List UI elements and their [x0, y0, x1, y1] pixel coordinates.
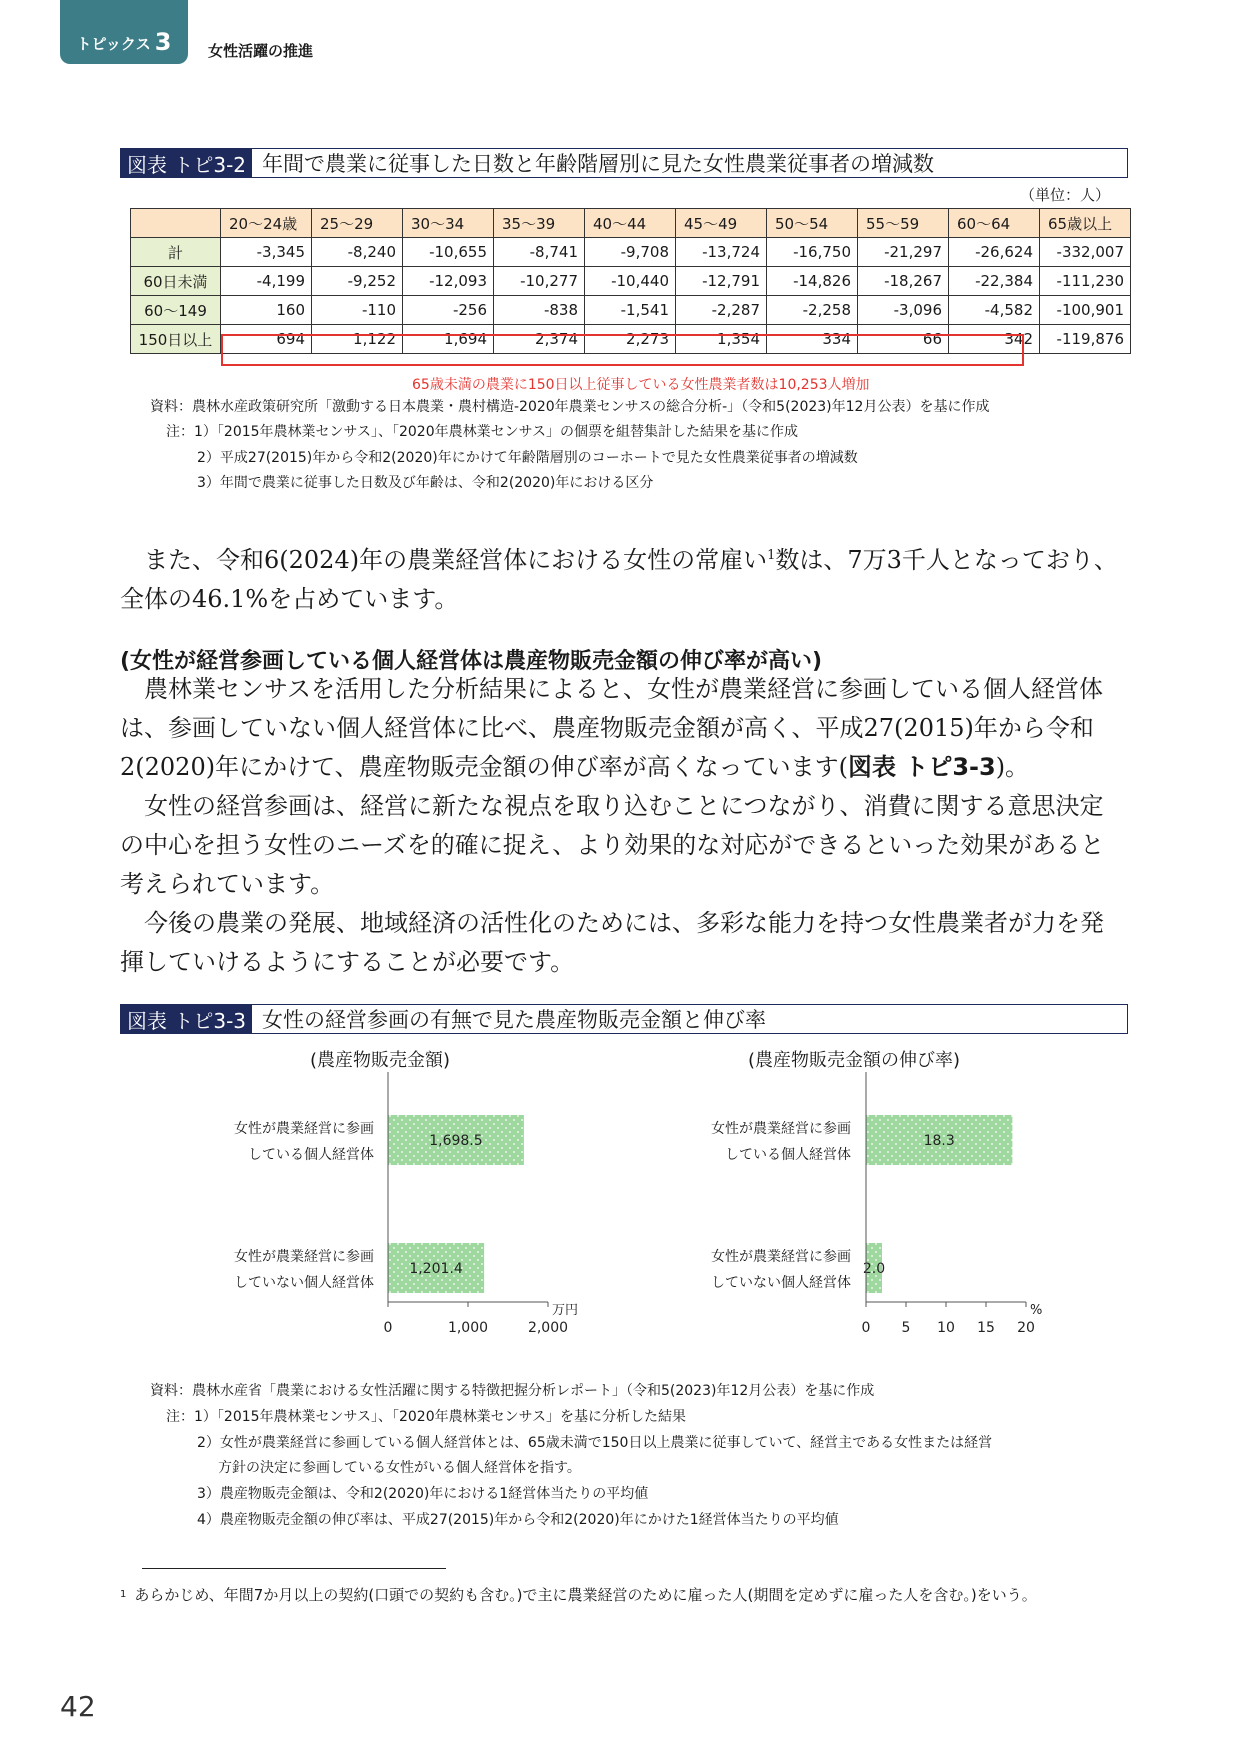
- table-cell: -14,826: [767, 267, 858, 296]
- figure2-note: 3）農産物販売金額は、令和2(2020)年における1経営体当たりの平均値: [197, 1486, 649, 1502]
- table-cell: -8,741: [494, 238, 585, 267]
- table-cell: -4,582: [949, 296, 1040, 325]
- body-paragraph: [120, 787, 1120, 904]
- figure1-note: 3）年間で農業に従事した日数及び年齢は、令和2(2020)年における区分: [197, 475, 654, 491]
- category-line: していない個人経営体: [711, 1275, 851, 1291]
- table-cell: -111,230: [1040, 267, 1131, 296]
- x-tick-label: 5: [901, 1320, 911, 1336]
- table-cell: -9,252: [312, 267, 403, 296]
- para2-text-b: )。: [995, 753, 1030, 781]
- table-cell: 1,694: [403, 325, 494, 354]
- table-cell: -2,287: [676, 296, 767, 325]
- figure1-title-bar: [120, 148, 1128, 178]
- table-cell: -4,199: [221, 267, 312, 296]
- table-cell: -3,345: [221, 238, 312, 267]
- table-cell: 342: [949, 325, 1040, 354]
- row-header: 150日以上: [131, 325, 221, 354]
- figure1-note: 注：1）「2015年農林業センサス」、「2020年農林業センサス」の個票を組替集計した結果を基に作成: [166, 424, 799, 440]
- footnote-text: あらかじめ、年間7か月以上の契約(口頭での契約も含む。)で主に農業経営のために雇った人(期間を定めずに雇った人を含む。)をいう。: [134, 1586, 1037, 1604]
- x-tick-label: 1,000: [447, 1320, 489, 1336]
- category-line: 女性が農業経営に参画: [711, 1249, 851, 1265]
- figure2-note: 注：1）「2015年農林業センサス」、「2020年農林業センサス」を基に分析した結果: [166, 1409, 687, 1425]
- category-line: している個人経営体: [248, 1147, 374, 1163]
- table-row: [131, 238, 1131, 267]
- column-header: 20～24歳: [221, 209, 312, 238]
- table-cell: -2,258: [767, 296, 858, 325]
- x-tick-label: 20: [1017, 1320, 1035, 1336]
- bar-value-label: 18.3: [923, 1133, 955, 1149]
- table-cell: 66: [858, 325, 949, 354]
- table-cell: 1,122: [312, 325, 403, 354]
- figure1-note: 2）平成27(2015)年から令和2(2020)年にかけて年齢階層別のコーホートで見た女性農業従事者の増減数: [197, 450, 858, 466]
- column-header: 30～34: [403, 209, 494, 238]
- x-tick-label: 0: [383, 1320, 393, 1336]
- table-cell: 2,374: [494, 325, 585, 354]
- column-header: 25～29: [312, 209, 403, 238]
- topic-number: 3: [154, 28, 172, 56]
- footnote-divider: [142, 1568, 446, 1569]
- category-line: している個人経営体: [725, 1147, 851, 1163]
- figure2-title-bar: [120, 1004, 1128, 1034]
- table-cell: -10,277: [494, 267, 585, 296]
- body-paragraph: [120, 904, 1120, 982]
- highlight-note: 65歳未満の農業に150日以上従事している女性農業者数は10,253人増加: [412, 377, 870, 393]
- category-line: 女性が農業経営に参画: [711, 1121, 851, 1137]
- row-header: 60～149: [131, 296, 221, 325]
- table-cell: -18,267: [858, 267, 949, 296]
- table-cell: -838: [494, 296, 585, 325]
- body-paragraph: [120, 536, 1120, 619]
- topic-tab: [60, 0, 188, 64]
- table-cell: -12,093: [403, 267, 494, 296]
- table-cell: 334: [767, 325, 858, 354]
- figure2-title: 女性の経営参画の有無で見た農産物販売金額と伸び率: [262, 1008, 767, 1032]
- table-cell: 2,273: [585, 325, 676, 354]
- table-cell: -256: [403, 296, 494, 325]
- row-header: 計: [131, 238, 221, 267]
- para2-text-a: 農林業センサスを活用した分析結果によると、女性が農業経営に参画している個人経営体は、参画していない個人経営体に比べ、農産物販売金額が高く、平成27(2015)年から令和2(2020)年にかけて、農産物販売金額の伸び率が高くなっています(: [120, 675, 1104, 781]
- category-line: 女性が農業経営に参画: [234, 1121, 374, 1137]
- row-header: 60日未満: [131, 267, 221, 296]
- para3-text: 女性の経営参画は、経営に新たな視点を取り込むことにつながり、消費に関する意思決定の中心を担う女性のニーズを的確に捉え、より効果的な対応ができるといった効果があると考えられています。: [120, 792, 1105, 898]
- table-cell: -110: [312, 296, 403, 325]
- column-header: 35～39: [494, 209, 585, 238]
- figure2-note: 方針の決定に参画している女性がいる個人経営体を指す。: [218, 1460, 581, 1476]
- x-axis-unit: %: [1030, 1303, 1043, 1318]
- column-header: 45～49: [676, 209, 767, 238]
- category-line: していない個人経営体: [234, 1275, 374, 1291]
- table-row: [131, 267, 1131, 296]
- table-row: [131, 296, 1131, 325]
- table-cell: -332,007: [1040, 238, 1131, 267]
- highlight-frame: [221, 334, 1024, 366]
- footnote-marker: 1: [120, 1589, 127, 1600]
- table-cell: 694: [221, 325, 312, 354]
- subheading: (女性が経営参画している個人経営体は農産物販売金額の伸び率が高い): [120, 649, 823, 674]
- table-unit: （単位：人）: [1020, 186, 1111, 204]
- footnote: [120, 1584, 1120, 1606]
- table-cell: -26,624: [949, 238, 1040, 267]
- data-table: [130, 208, 1131, 354]
- x-axis-unit: 万円: [552, 1303, 579, 1318]
- figure1-label: 図表 トピ3-2: [121, 149, 252, 177]
- table-cell: -3,096: [858, 296, 949, 325]
- column-header: 65歳以上: [1040, 209, 1131, 238]
- chart1-category-label: [234, 1116, 374, 1168]
- figure1-title: 年間で農業に従事した日数と年齢階層別に見た女性農業従事者の増減数: [262, 152, 935, 176]
- table-cell: -9,708: [585, 238, 676, 267]
- page-number: 42: [60, 1690, 96, 1723]
- table-corner-cell: [131, 209, 221, 238]
- table-cell: -16,750: [767, 238, 858, 267]
- bar-value-label: 1,201.4: [409, 1261, 463, 1277]
- para4-text: 今後の農業の発展、地域経済の活性化のためには、多彩な能力を持つ女性農業者が力を発揮していけるようにすることが必要です。: [120, 909, 1104, 976]
- figure-reference: 図表 トピ3-3: [847, 753, 996, 781]
- chart1-title: (農産物販売金額): [310, 1050, 451, 1071]
- column-header: 40～44: [585, 209, 676, 238]
- figure2-note: 2）女性が農業経営に参画している個人経営体とは、65歳未満で150日以上農業に従事していて、経営主である女性または経営: [197, 1435, 993, 1451]
- x-tick-label: 0: [861, 1320, 871, 1336]
- table-cell: -12,791: [676, 267, 767, 296]
- x-tick-label: 10: [937, 1320, 955, 1336]
- body-paragraph: [120, 670, 1120, 787]
- topic-label: トピックス: [76, 35, 151, 53]
- chart2-svg: [838, 1070, 1088, 1370]
- figure1-source: 資料：農林水産政策研究所「激動する日本農業・農村構造-2020年農業センサスの総合分析-」（令和5(2023)年12月公表）を基に作成: [150, 399, 990, 415]
- table-cell: -1,541: [585, 296, 676, 325]
- x-tick-label: 15: [977, 1320, 995, 1336]
- chart2-category-label: [711, 1116, 851, 1168]
- section-title: 女性活躍の推進: [208, 42, 314, 60]
- table-cell: -13,724: [676, 238, 767, 267]
- bar-value-label: 1,698.5: [429, 1133, 483, 1149]
- table-cell: -22,384: [949, 267, 1040, 296]
- chart2-category-label: [711, 1244, 851, 1296]
- figure2-label: 図表 トピ3-3: [121, 1005, 252, 1033]
- table-cell: -10,440: [585, 267, 676, 296]
- footnote-reference[interactable]: 1: [767, 548, 776, 563]
- category-line: 女性が農業経営に参画: [234, 1249, 374, 1265]
- table-header-row: [131, 209, 1131, 238]
- chart2-title: (農産物販売金額の伸び率): [748, 1050, 961, 1071]
- chart1-svg: [360, 1070, 610, 1370]
- table-cell: -10,655: [403, 238, 494, 267]
- table-cell: -100,901: [1040, 296, 1131, 325]
- column-header: 55～59: [858, 209, 949, 238]
- table-cell: -21,297: [858, 238, 949, 267]
- para1-text-a: また、令和6(2024)年の農業経営体における女性の常雇い: [144, 546, 768, 574]
- column-header: 60～64: [949, 209, 1040, 238]
- table-cell: -119,876: [1040, 325, 1131, 354]
- figure2-note: 4）農産物販売金額の伸び率は、平成27(2015)年から令和2(2020)年にかけた1経営体当たりの平均値: [197, 1512, 839, 1528]
- chart1-category-label: [234, 1244, 374, 1296]
- figure2-source: 資料：農林水産省「農業における女性活躍に関する特徴把握分析レポート」（令和5(2023)年12月公表）を基に作成: [150, 1383, 875, 1399]
- column-header: 50～54: [767, 209, 858, 238]
- x-tick-label: 2,000: [527, 1320, 569, 1336]
- table-cell: 1,354: [676, 325, 767, 354]
- bar-value-label: 2.0: [862, 1261, 886, 1277]
- para1-text-b: 数は、7万3千人となっており、全体の46.1%を占めています。: [120, 546, 1118, 613]
- table-cell: 160: [221, 296, 312, 325]
- table-cell: -8,240: [312, 238, 403, 267]
